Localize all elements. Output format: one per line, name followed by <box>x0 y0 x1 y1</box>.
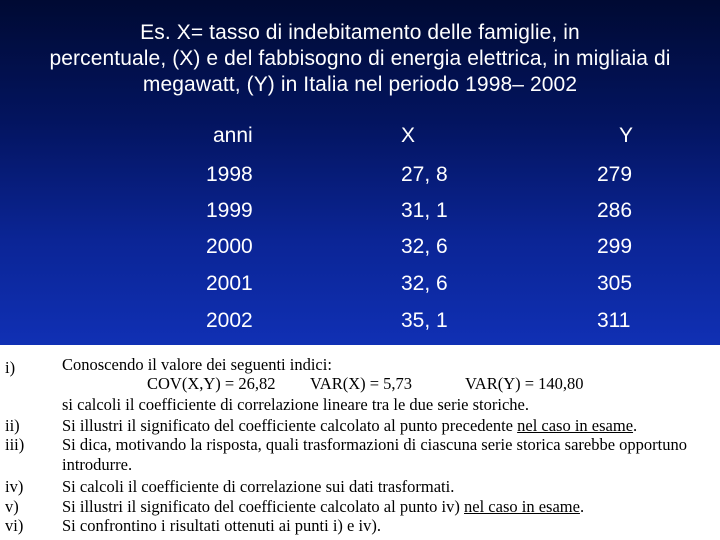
table-cell-year: 2002 <box>206 309 253 332</box>
item-ii-main: Si illustri il significato del coefficiente calcolato al punto precedente <box>62 416 518 435</box>
table-cell-x: 32, 6 <box>401 235 448 258</box>
table-cell-year: 2001 <box>206 272 253 295</box>
cov-value: COV(X,Y) = 26,82 <box>147 374 276 393</box>
table-cell-x: 35, 1 <box>401 309 448 332</box>
table-cell-y: 311 <box>597 309 631 332</box>
exercise-text-block <box>0 345 720 540</box>
item-iii-line-1: Si dica, motivando la risposta, quali trasformazioni di ciascuna serie storica sarebbe opportuno <box>62 435 687 454</box>
item-v-main: Si illustri il significato del coefficiente calcolato al punto iv) <box>62 497 465 516</box>
table-cell-x: 32, 6 <box>401 272 448 295</box>
title-line-1: Es. X= tasso di indebitamento delle famiglie, in <box>140 21 580 44</box>
item-label-iii: iii) <box>5 435 25 454</box>
item-label-iv: iv) <box>5 477 24 496</box>
table-cell-y: 286 <box>597 199 633 222</box>
table-cell-x: 27, 8 <box>401 163 448 186</box>
table-cell-year: 1998 <box>206 163 253 186</box>
item-i-line-1: Conoscendo il valore dei seguenti indici: <box>62 355 332 374</box>
item-v-text <box>62 497 584 516</box>
column-header-x: X <box>401 124 416 147</box>
var-x-value: VAR(X) = 5,73 <box>310 374 413 393</box>
table-cell-y: 279 <box>597 163 633 186</box>
item-ii-underlined: nel caso in esame <box>517 416 634 435</box>
table-cell-y: 305 <box>597 272 633 295</box>
title-line-3: megawatt, (Y) in Italia nel periodo 1998– 2002 <box>142 73 578 96</box>
item-iii-line-2: introdurre. <box>62 455 133 474</box>
item-ii-end: . <box>633 416 638 435</box>
item-vi-text: Si confrontino i risultati ottenuti ai punti i) e iv). <box>62 516 381 535</box>
column-header-y: Y <box>619 124 634 147</box>
column-header-anni: anni <box>213 124 253 147</box>
item-i-line-3: si calcoli il coefficiente di correlazione lineare tra le due serie storiche. <box>62 395 529 414</box>
table-cell-year: 1999 <box>206 199 253 222</box>
item-label-v: v) <box>5 497 19 516</box>
var-y-value: VAR(Y) = 140,80 <box>465 374 584 393</box>
table-cell-y: 299 <box>597 235 633 258</box>
item-label-ii: ii) <box>5 416 20 435</box>
title-line-2: percentuale, (X) e del fabbisogno di energia elettrica, in migliaia di <box>49 47 671 70</box>
table-cell-x: 31, 1 <box>401 199 448 222</box>
item-label-i: i) <box>5 358 16 377</box>
item-iv-text: Si calcoli il coefficiente di correlazione sui dati trasformati. <box>62 477 455 496</box>
item-v-underlined: nel caso in esame <box>464 497 580 516</box>
item-ii-text <box>62 416 637 435</box>
table-cell-year: 2000 <box>206 235 253 258</box>
item-v-end: . <box>579 497 585 516</box>
item-label-vi: vi) <box>5 516 24 535</box>
